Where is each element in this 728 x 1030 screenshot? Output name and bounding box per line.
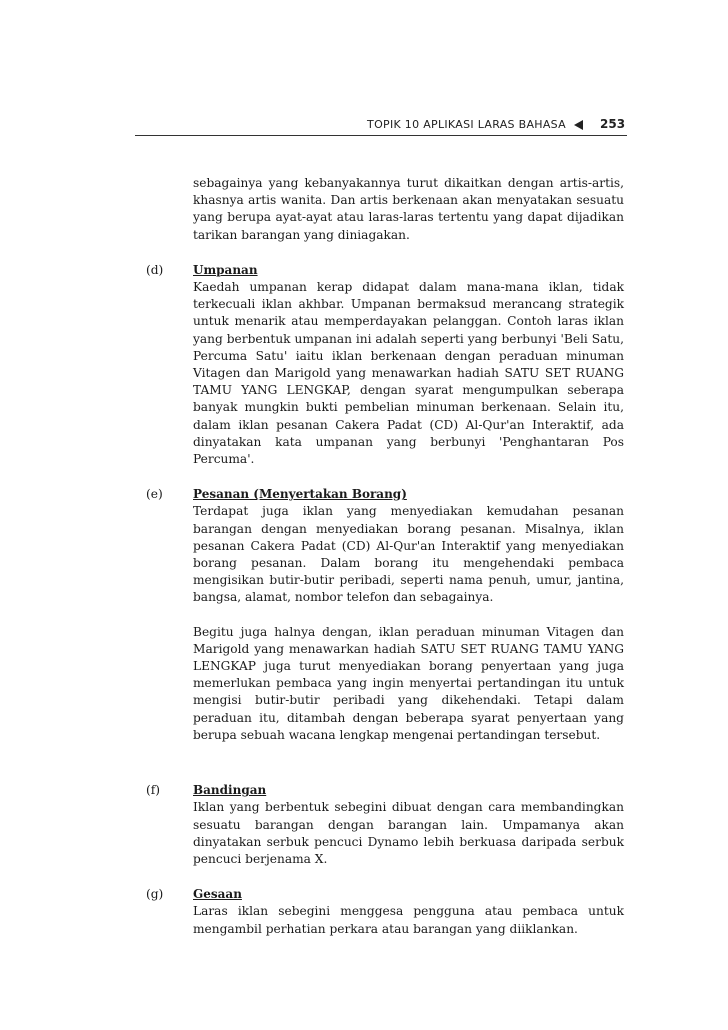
section-paragraph: Laras iklan sebegini menggesa pengguna atau pembaca untuk mengambil perhatian perkara atau barangan yang diiklankan. bbox=[193, 904, 624, 936]
section-heading: Gesaan bbox=[193, 887, 242, 902]
section-paragraph: Begitu juga halnya dengan, iklan peraduan minuman Vitagen dan Marigold yang menawarkan hadiah SATU SET RUANG TAMU YANG LENGKAP juga turut menyediakan borang penyertaan yang juga memerlukan pembaca yang ingin menyertai pertandingan itu untuk mengisi butir-butir peribadi yang dikehendaki. Tetapi dalam peraduan itu, ditambah dengan beberapa syarat penyertaan yang berupa sebuah wacana lengkap mengenai pertandingan tersebut. bbox=[193, 624, 624, 742]
section-heading: Bandingan bbox=[193, 783, 267, 798]
section-paragraph: Kaedah umpanan kerap didapat dalam mana-mana iklan, tidak terkecuali iklan akhbar. Umpanan bermaksud merancang strategik untuk menarik atau memperdayakan pelanggan. Contoh laras iklan yang berbentuk umpanan ini adalah seperti yang berbunyi 'Beli Satu, Percuma Satu' iaitu iklan berkenaan dengan peraduan minuman Vitagen dan Marigold yang menawarkan hadiah SATU SET RUANG TAMU YANG LENGKAP, dengan syarat mengumpulkan seberapa banyak mungkin bukti pembelian minuman berkenaan. Selain itu, dalam iklan pesanan Cakera Padat (CD) Al-Qur'an Interaktif, ada dinyatakan kata umpanan yang berbunyi 'Penghantaran Pos Percuma'. bbox=[193, 280, 624, 467]
header-rule bbox=[135, 135, 627, 136]
section-paragraph: Iklan yang berbentuk sebegini dibuat dengan cara membandingkan sesuatu barangan dengan barangan lain. Umpamanya akan dinyatakan serbuk pencuci Dynamo lebih berkuasa daripada serbuk pencuci berjenama X. bbox=[193, 800, 624, 866]
section-label: (d) bbox=[146, 262, 164, 277]
section-label: (g) bbox=[146, 887, 164, 902]
left-triangle-icon bbox=[574, 120, 583, 130]
page-number: 253 bbox=[600, 117, 626, 131]
section-label: (f) bbox=[146, 783, 161, 798]
section-heading: Umpanan bbox=[193, 262, 258, 277]
section-paragraph: Terdapat juga iklan yang menyediakan kemudahan pesanan barangan dengan menyediakan borang pesanan. Misalnya, iklan pesanan Cakera Padat (CD) Al-Qur'an Interaktif yang menyediakan borang pesanan. Dalam borang itu mengehendaki pembaca mengisikan butir-butir peribadi, seperti nama penuh, umur, jantina, bangsa, alamat, nombor telefon dan sebagainya. bbox=[193, 504, 624, 605]
section-gesaan bbox=[146, 886, 624, 938]
section-umpanan bbox=[146, 262, 624, 468]
spacer bbox=[146, 762, 624, 782]
section-bandingan bbox=[146, 782, 624, 868]
running-header-title: TOPIK 10 APLIKASI LARAS BAHASA bbox=[367, 118, 566, 131]
section-label: (e) bbox=[146, 487, 163, 502]
section-heading: Pesanan (Menyertakan Borang) bbox=[193, 487, 407, 502]
section-pesanan bbox=[146, 486, 624, 744]
page-header bbox=[0, 116, 728, 136]
intro-paragraph: sebagainya yang kebanyakannya turut dikaitkan dengan artis-artis, khasnya artis wanita. Dan artis berkenaan akan menyatakan sesuatu yang berupa ayat-ayat atau laras-laras tertentu yang dapat dijadikan tarikan barangan yang diniagakan. bbox=[193, 176, 624, 242]
page-content bbox=[146, 175, 624, 956]
